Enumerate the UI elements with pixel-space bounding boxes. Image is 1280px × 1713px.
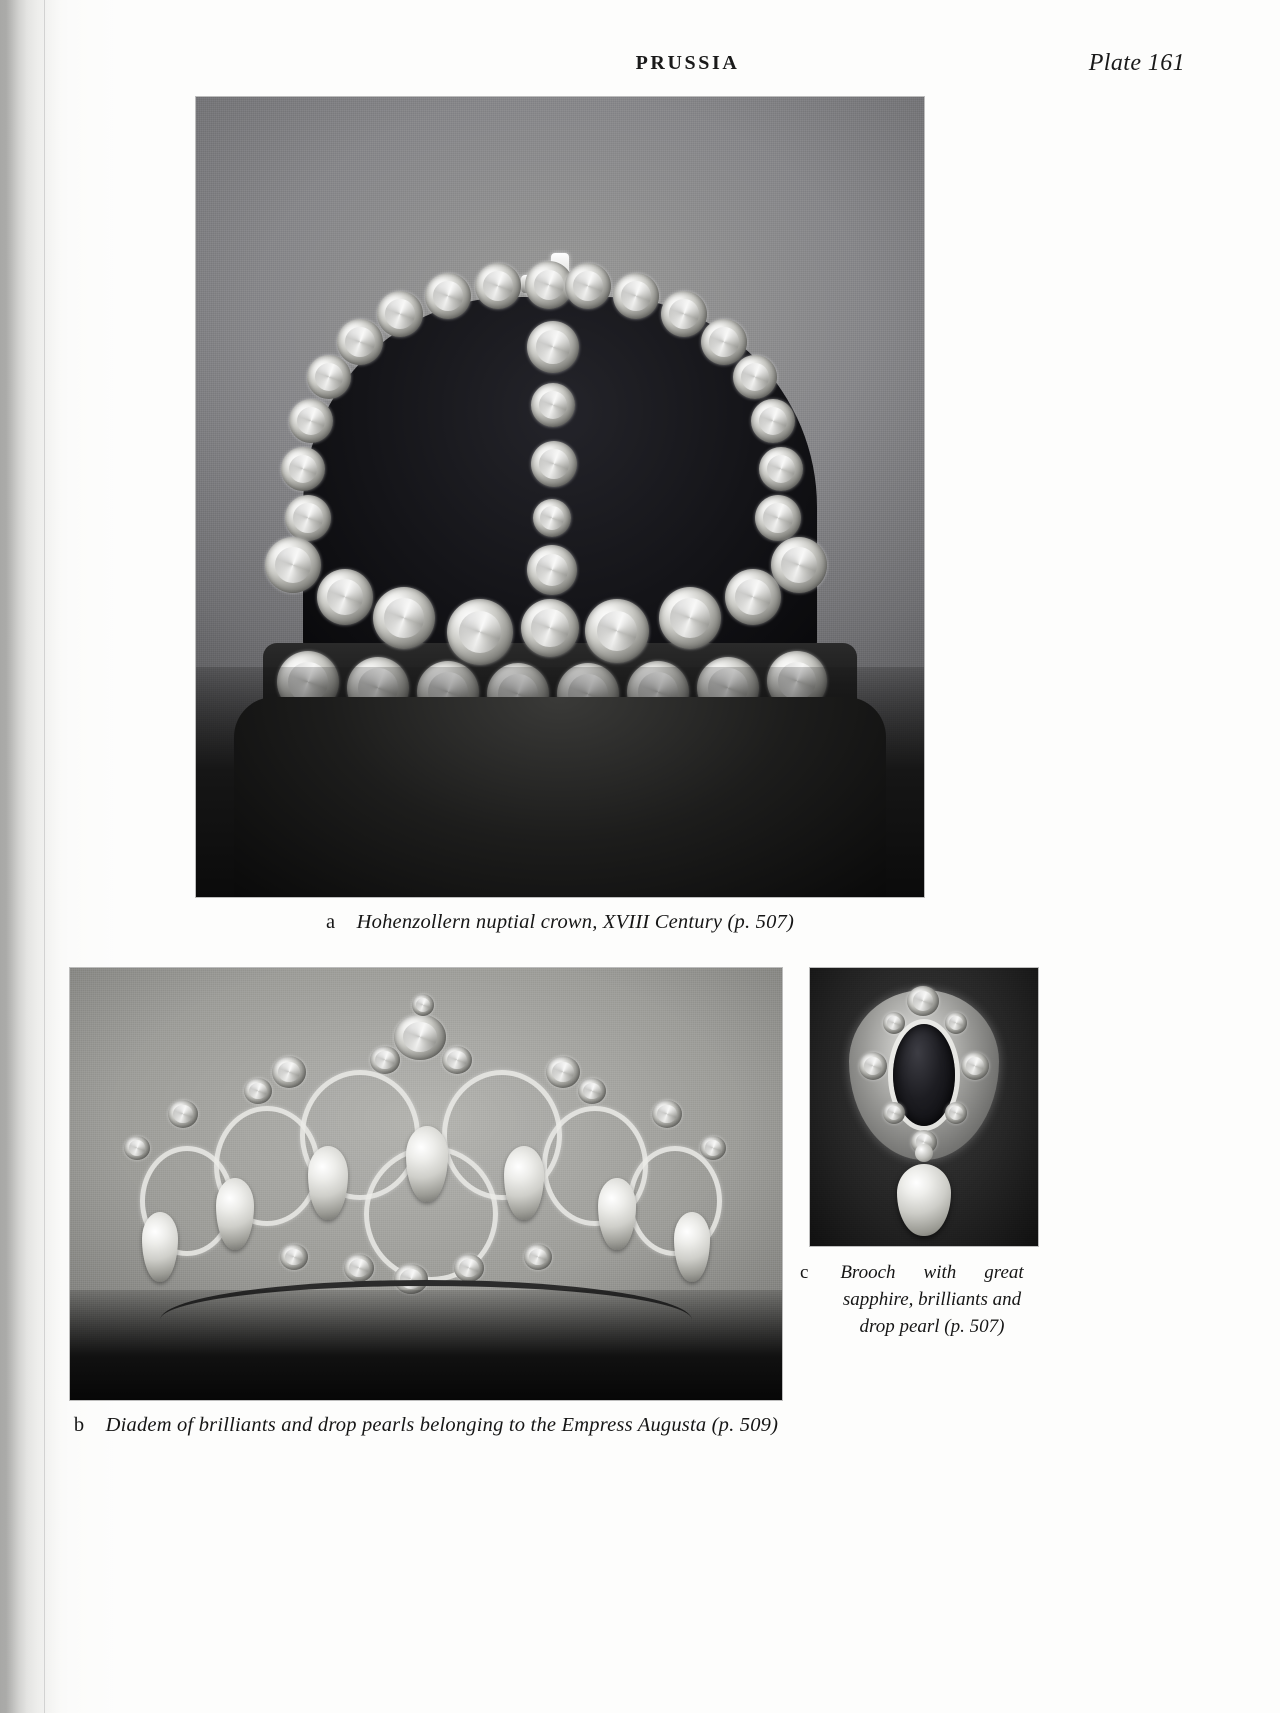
figure-c-caption-word-2: with <box>923 1262 957 1283</box>
figure-c-caption-word-3: great <box>984 1262 1024 1283</box>
page-header <box>190 52 1185 84</box>
photo-foreground-dark <box>70 1290 782 1400</box>
figure-c-caption-line-3: drop pearl (p. 507) <box>859 1315 1005 1337</box>
figure-b-caption <box>70 1412 782 1440</box>
figure-b-caption-text: Diadem of brilliants and drop pearls belonging to the Empress Augusta (p. 509) <box>105 1414 779 1436</box>
figure-c-caption <box>800 1260 1038 1341</box>
figure-a-caption-text: Hohenzollern nuptial crown, XVIII Century (p. 507) <box>356 911 795 933</box>
page-edge-line <box>44 0 45 1713</box>
figure-c-label: c <box>800 1262 809 1283</box>
diadem-illustration <box>94 996 758 1330</box>
running-head: PRUSSIA <box>635 52 740 74</box>
figure-a-label: a <box>325 911 336 933</box>
figure-b-label: b <box>73 1414 85 1436</box>
plate-number: Plate 161 <box>1088 50 1185 76</box>
gutter-shadow <box>0 0 60 1713</box>
figure-c <box>800 968 1038 1337</box>
photo-empress-augusta-diadem <box>70 968 782 1400</box>
figure-a <box>196 97 924 933</box>
brooch-illustration <box>849 990 999 1160</box>
brooch-link <box>915 1144 933 1162</box>
photo-hohenzollern-nuptial-crown <box>196 97 924 897</box>
photo-sapphire-brooch <box>810 968 1038 1246</box>
figure-c-caption-line-2: sapphire, brilliants and <box>842 1288 1022 1310</box>
display-cushion <box>234 697 886 897</box>
figure-c-caption-word-1: Brooch <box>840 1262 896 1283</box>
figure-a-caption <box>196 909 924 937</box>
figure-b <box>70 968 782 1436</box>
